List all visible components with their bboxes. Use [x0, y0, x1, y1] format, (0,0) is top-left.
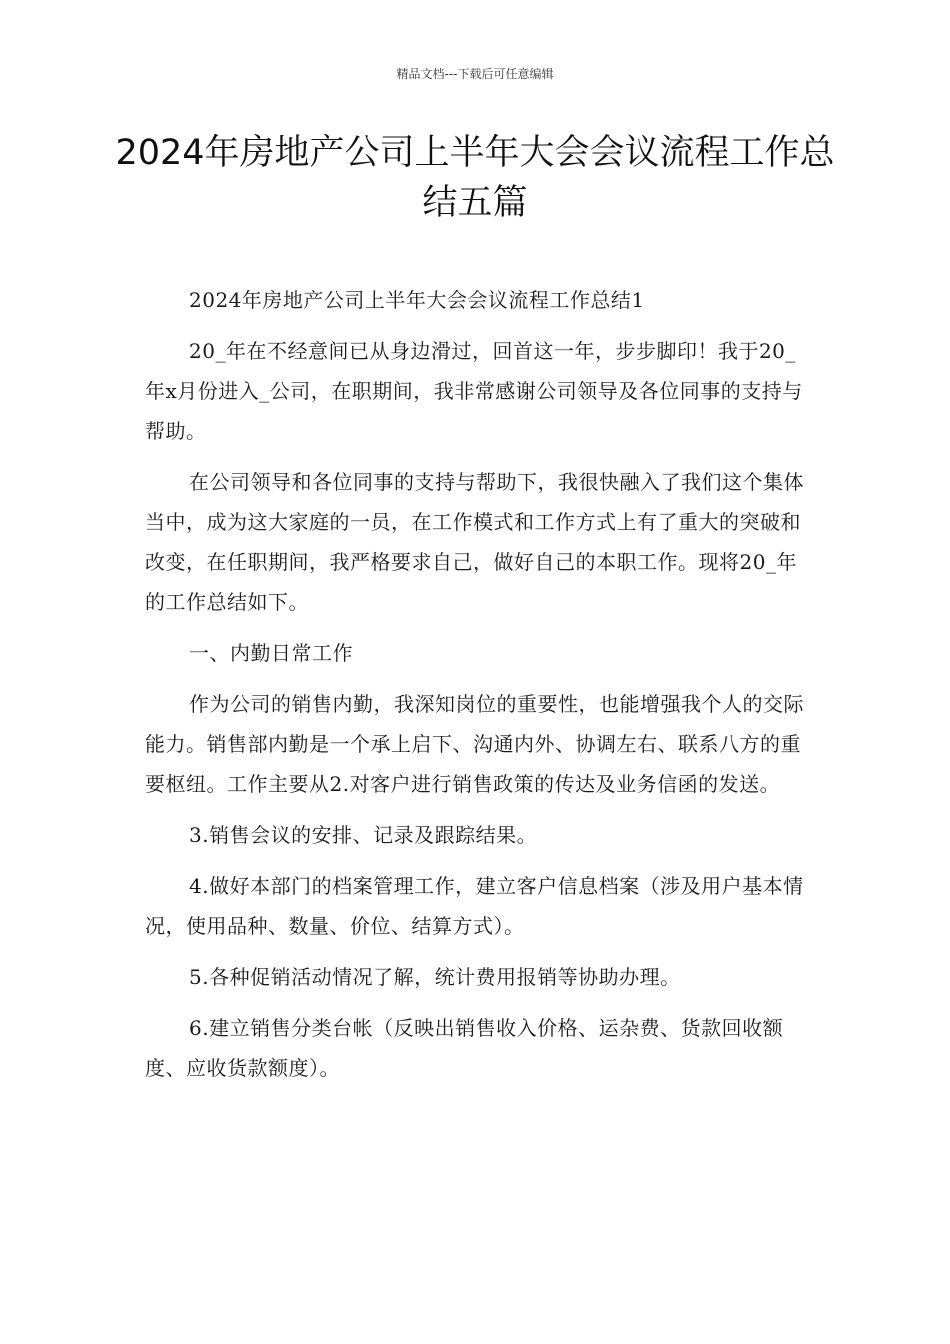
list-item: 6.建立销售分类台帐（反映出销售收入价格、运杂费、货款回收额度、应收货款额度）。 — [145, 1016, 784, 1080]
subsection-heading: 一、内勤日常工作 — [189, 641, 353, 665]
paragraph: 在公司领导和各位同事的支持与帮助下，我很快融入了我们这个集体当中，成为这大家庭的一员，在工作模式和工作方式上有了重大的突破和改变，在任职期间，我严格要求自己，做好自己的本职工作。现将20_年的工作总结如下。 — [145, 470, 804, 614]
list-item: 3.销售会议的安排、记录及跟踪结果。 — [189, 823, 538, 847]
list-item: 4.做好本部门的档案管理工作，建立客户信息档案（涉及用户基本情况，使用品种、数量、价位、结算方式）。 — [145, 874, 804, 938]
list-item: 5.各种促销活动情况了解，统计费用报销等协助办理。 — [189, 965, 681, 989]
paragraph: 20_年在不经意间已从身边滑过，回首这一年，步步脚印！我于20_年x月份进入_公司，在职期间，我非常感谢公司领导及各位同事的支持与帮助。 — [145, 339, 803, 443]
document-body — [145, 280, 807, 1099]
section-heading: 2024年房地产公司上半年大会会议流程工作总结1 — [189, 288, 645, 312]
document-title: 2024年房地产公司上半年大会会议流程工作总结五篇 — [115, 133, 835, 223]
paragraph: 作为公司的销售内勤，我深知岗位的重要性，也能增强我个人的交际能力。销售部内勤是一个承上启下、沟通内外、协调左右、联系八方的重要枢纽。工作主要从2.对客户进行销售政策的传达及业务信函的发送。 — [145, 692, 804, 796]
header-note: 精品文档---下载后可任意编辑 — [396, 67, 554, 81]
